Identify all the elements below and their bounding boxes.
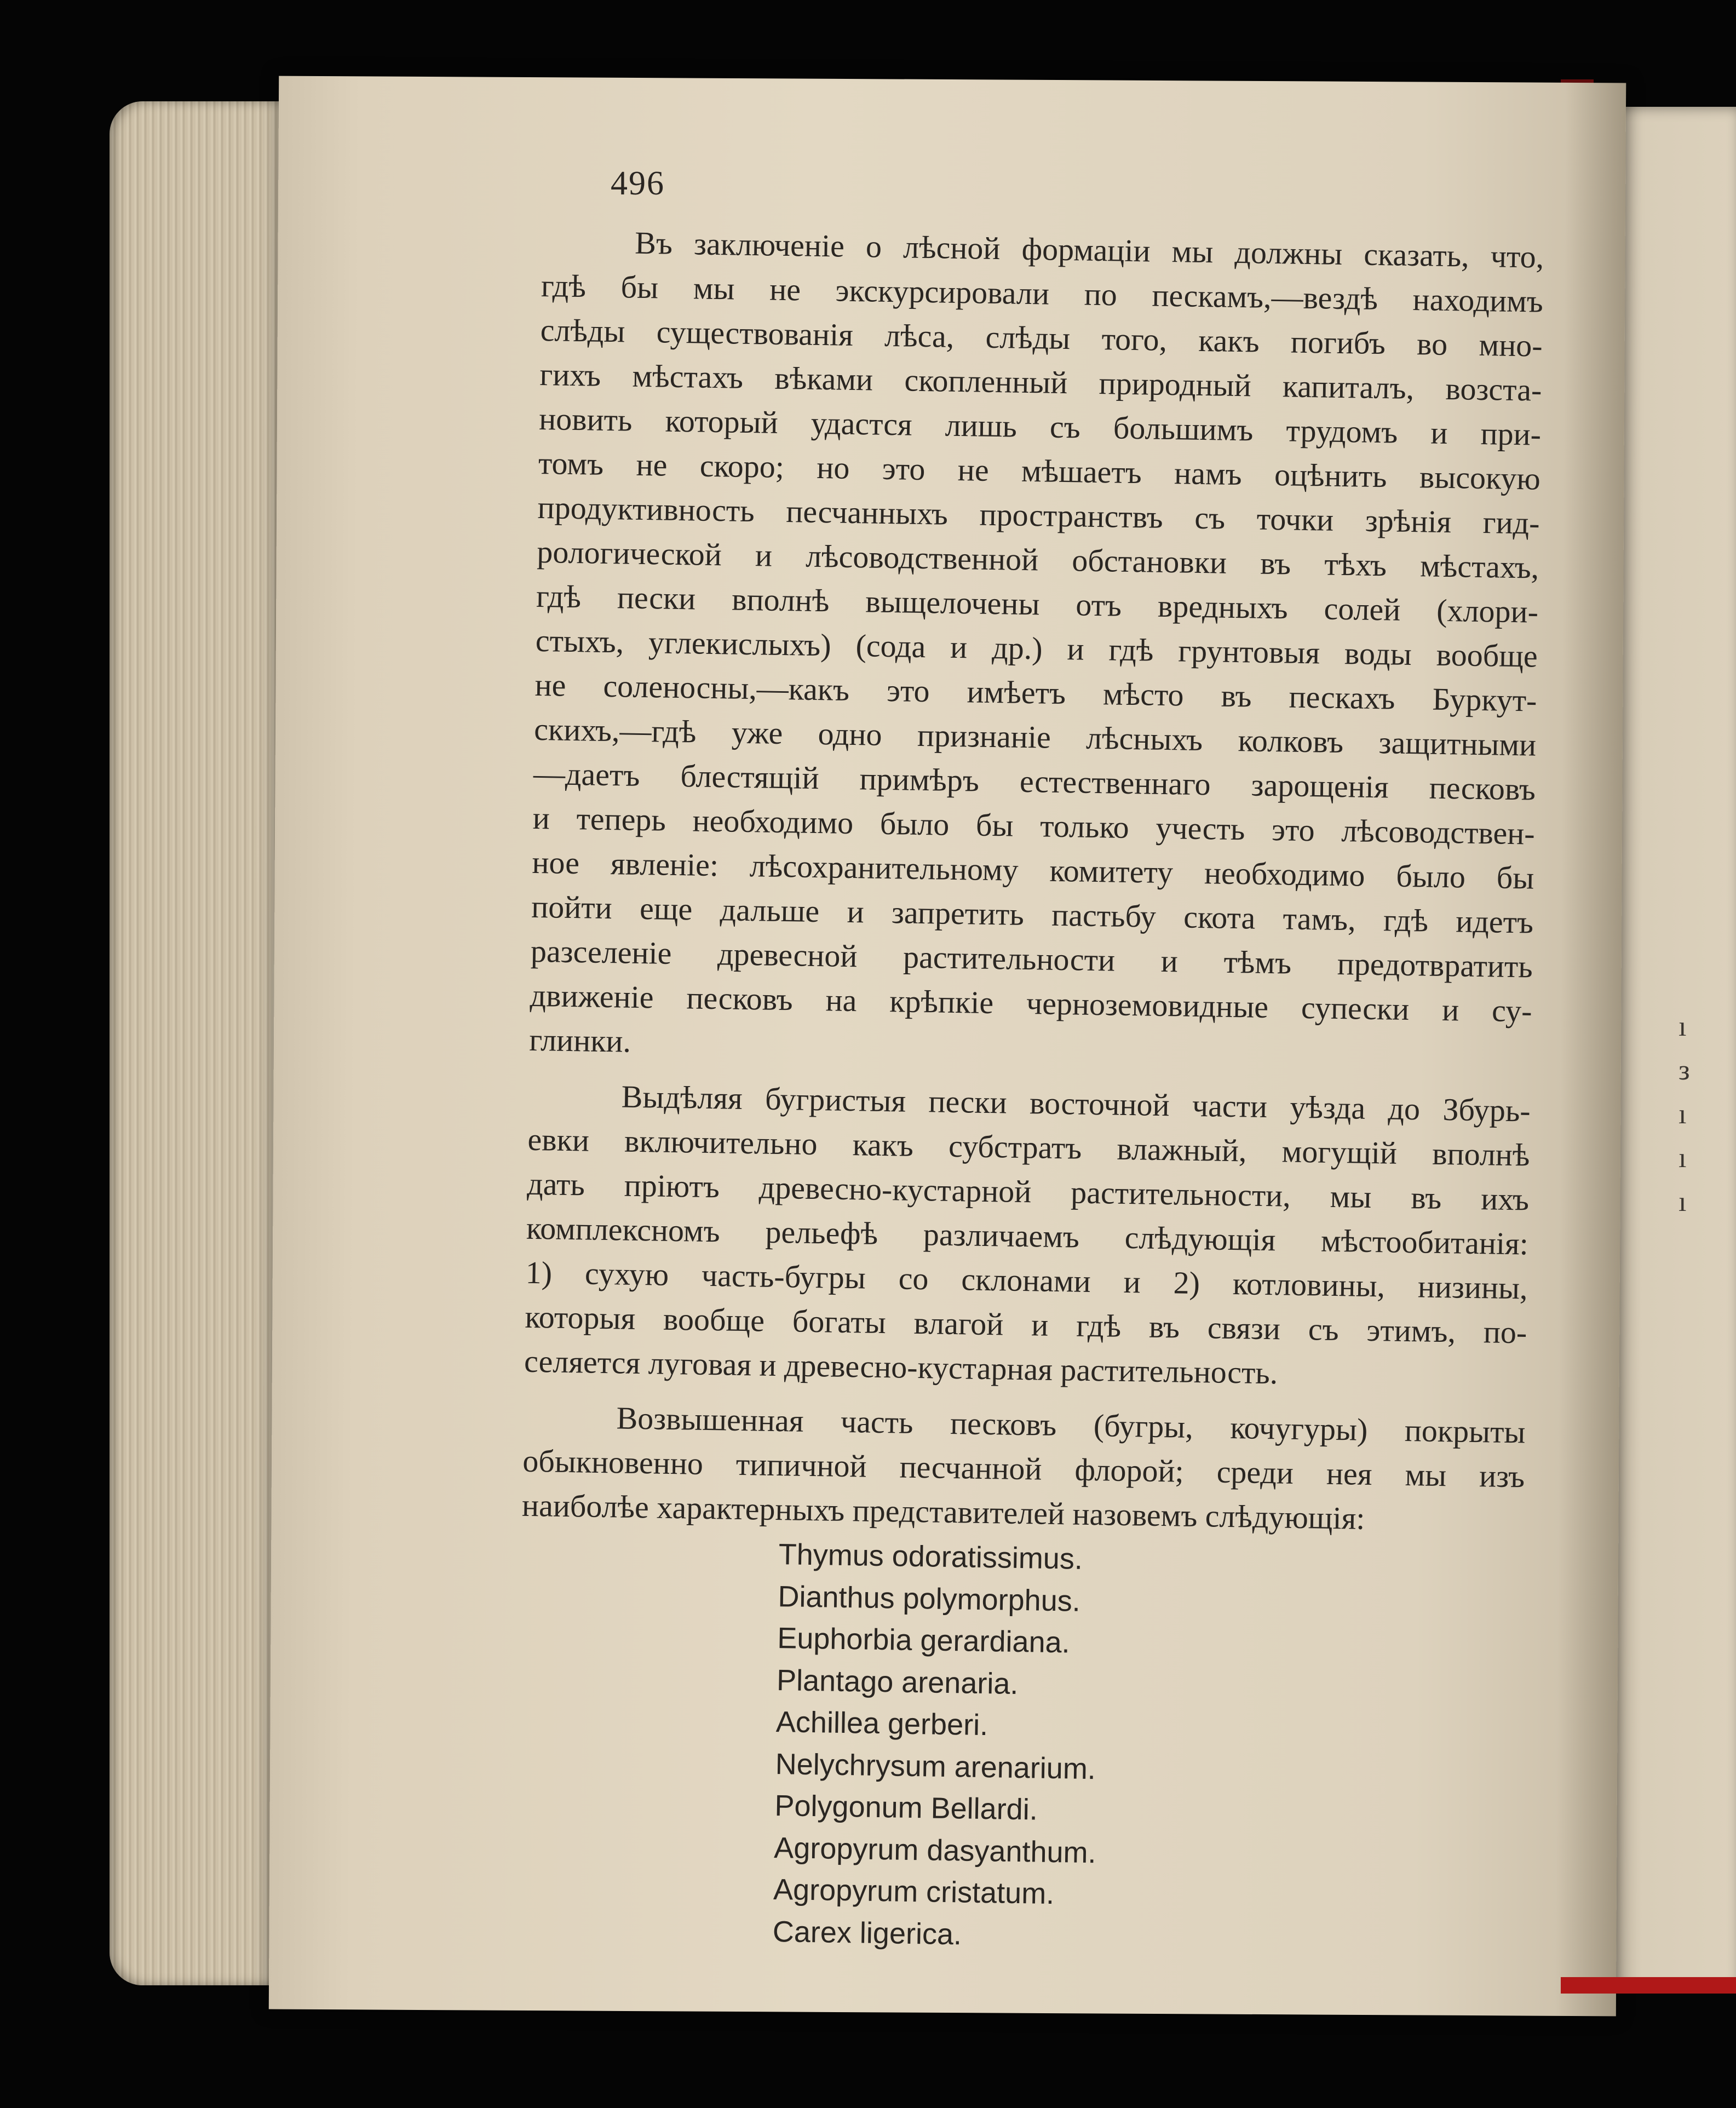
text-line: продуктивность песчанныхъ пространствъ съ точки зрѣнія гид- [537,489,1540,541]
text-line: стыхъ, углекислыхъ) (сода и др.) и гдѣ грунтовыя воды вообще [535,622,1538,674]
text-line: евки включительно какъ субстратъ влажный, могущій вполнѣ [527,1121,1530,1173]
text-line: глинки. [528,1021,631,1059]
text-line: томъ не скоро; но это не мѣшаетъ намъ оцѣнить высокую [538,445,1541,497]
text-line: обыкновенно типичной песчанной флорой; среди нея мы изъ [522,1443,1525,1495]
text-line: гдѣ пески вполнѣ выщелочены отъ вредныхъ солей (хлори- [536,578,1539,630]
text-line: и теперь необходимо было бы только учесть это лѣсоводствен- [532,800,1536,852]
species-item: Dianthus polymorphus. [778,1579,1081,1618]
text-line: новить который удастся лишь съ большимъ трудомъ и при- [538,400,1542,452]
text-line: селяется луговая и древесно-кустарная растительность. [524,1343,1278,1391]
text-line: гдѣ бы мы не экскурсировали по пескамъ,—вездѣ находимъ [541,267,1544,319]
text-line: комплексномъ рельефѣ различаемъ слѣдующія мѣстообитанія: [526,1210,1529,1262]
species-item: Carex ligerica. [772,1915,962,1951]
text-line: дать пріютъ древесно-кустарной растительности, мы въ ихъ [526,1165,1530,1217]
text-line: 1) сухую часть-бугры со склонами и 2) котловины, низины, [525,1254,1528,1306]
text-line: Въ заключеніе о лѣсной формаціи мы должны сказать, что, [634,225,1544,275]
page-text [515,219,1544,1964]
species-item: Agropyrum cristatum. [773,1873,1055,1911]
species-item: Nelychrysum arenarium. [775,1747,1096,1785]
text-line: Возвышенная часть песковъ (бугры, кочугуры) покрыты [616,1400,1526,1450]
text-line: гихъ мѣстахъ вѣками скопленный природный капиталъ, возста- [539,356,1542,408]
species-item: Plantago arenaria. [776,1663,1019,1701]
species-item: Achillea gerberi. [775,1705,988,1742]
text-line: ное явленіе: лѣсохранительному комитету необходимо было бы [532,844,1534,896]
text-line: пойти еще дальше и запретить пастьбу скота тамъ, гдѣ идетъ [531,888,1534,940]
species-item: Agropyrum dasyanthum. [773,1831,1097,1869]
text-line: наиболѣе характерныхъ представителей назовемъ слѣдующія: [521,1487,1365,1536]
page-number: 496 [611,165,665,202]
text-line: не соленосны,—какъ это имѣетъ мѣсто въ пескахъ Буркут- [534,667,1537,719]
bookmark-ribbon [1561,1977,1736,1994]
text-line: движеніе песковъ на крѣпкіе черноземовидные супески и су- [530,977,1533,1029]
facing-page-fragments: ı з ı ı ı [1678,1011,1690,1217]
text-line: Выдѣляя бугристыя пески восточной части уѣзда до Збурь- [621,1078,1531,1129]
text-line: которыя вообще богаты влагой и гдѣ въ связи съ этимъ, по- [525,1299,1527,1351]
text-line: скихъ,—гдѣ уже одно признаніе лѣсныхъ колковъ защитными [533,711,1537,763]
text-line: слѣды существованія лѣса, слѣды того, какъ погибъ во мно- [540,312,1543,364]
paragraph-3 [521,1394,1526,1543]
paragraph-2 [524,1073,1531,1399]
species-item: Polygonum Bellardi. [774,1789,1038,1826]
paragraph-1 [529,219,1544,1078]
species-item: Euphorbia gerardiana. [777,1622,1071,1659]
species-list [515,1530,1524,1965]
text-line: рологической и лѣсоводственной обстановки въ тѣхъ мѣстахъ, [536,533,1539,585]
text-line: разселеніе древесной растительности и тѣмъ предотвратить [530,933,1533,985]
gutter-shadow [1556,83,1626,2017]
text-line: —даетъ блестящій примѣръ естественнаго зарощенія песковъ [533,755,1536,807]
species-item: Thymus odoratissimus. [778,1538,1083,1576]
